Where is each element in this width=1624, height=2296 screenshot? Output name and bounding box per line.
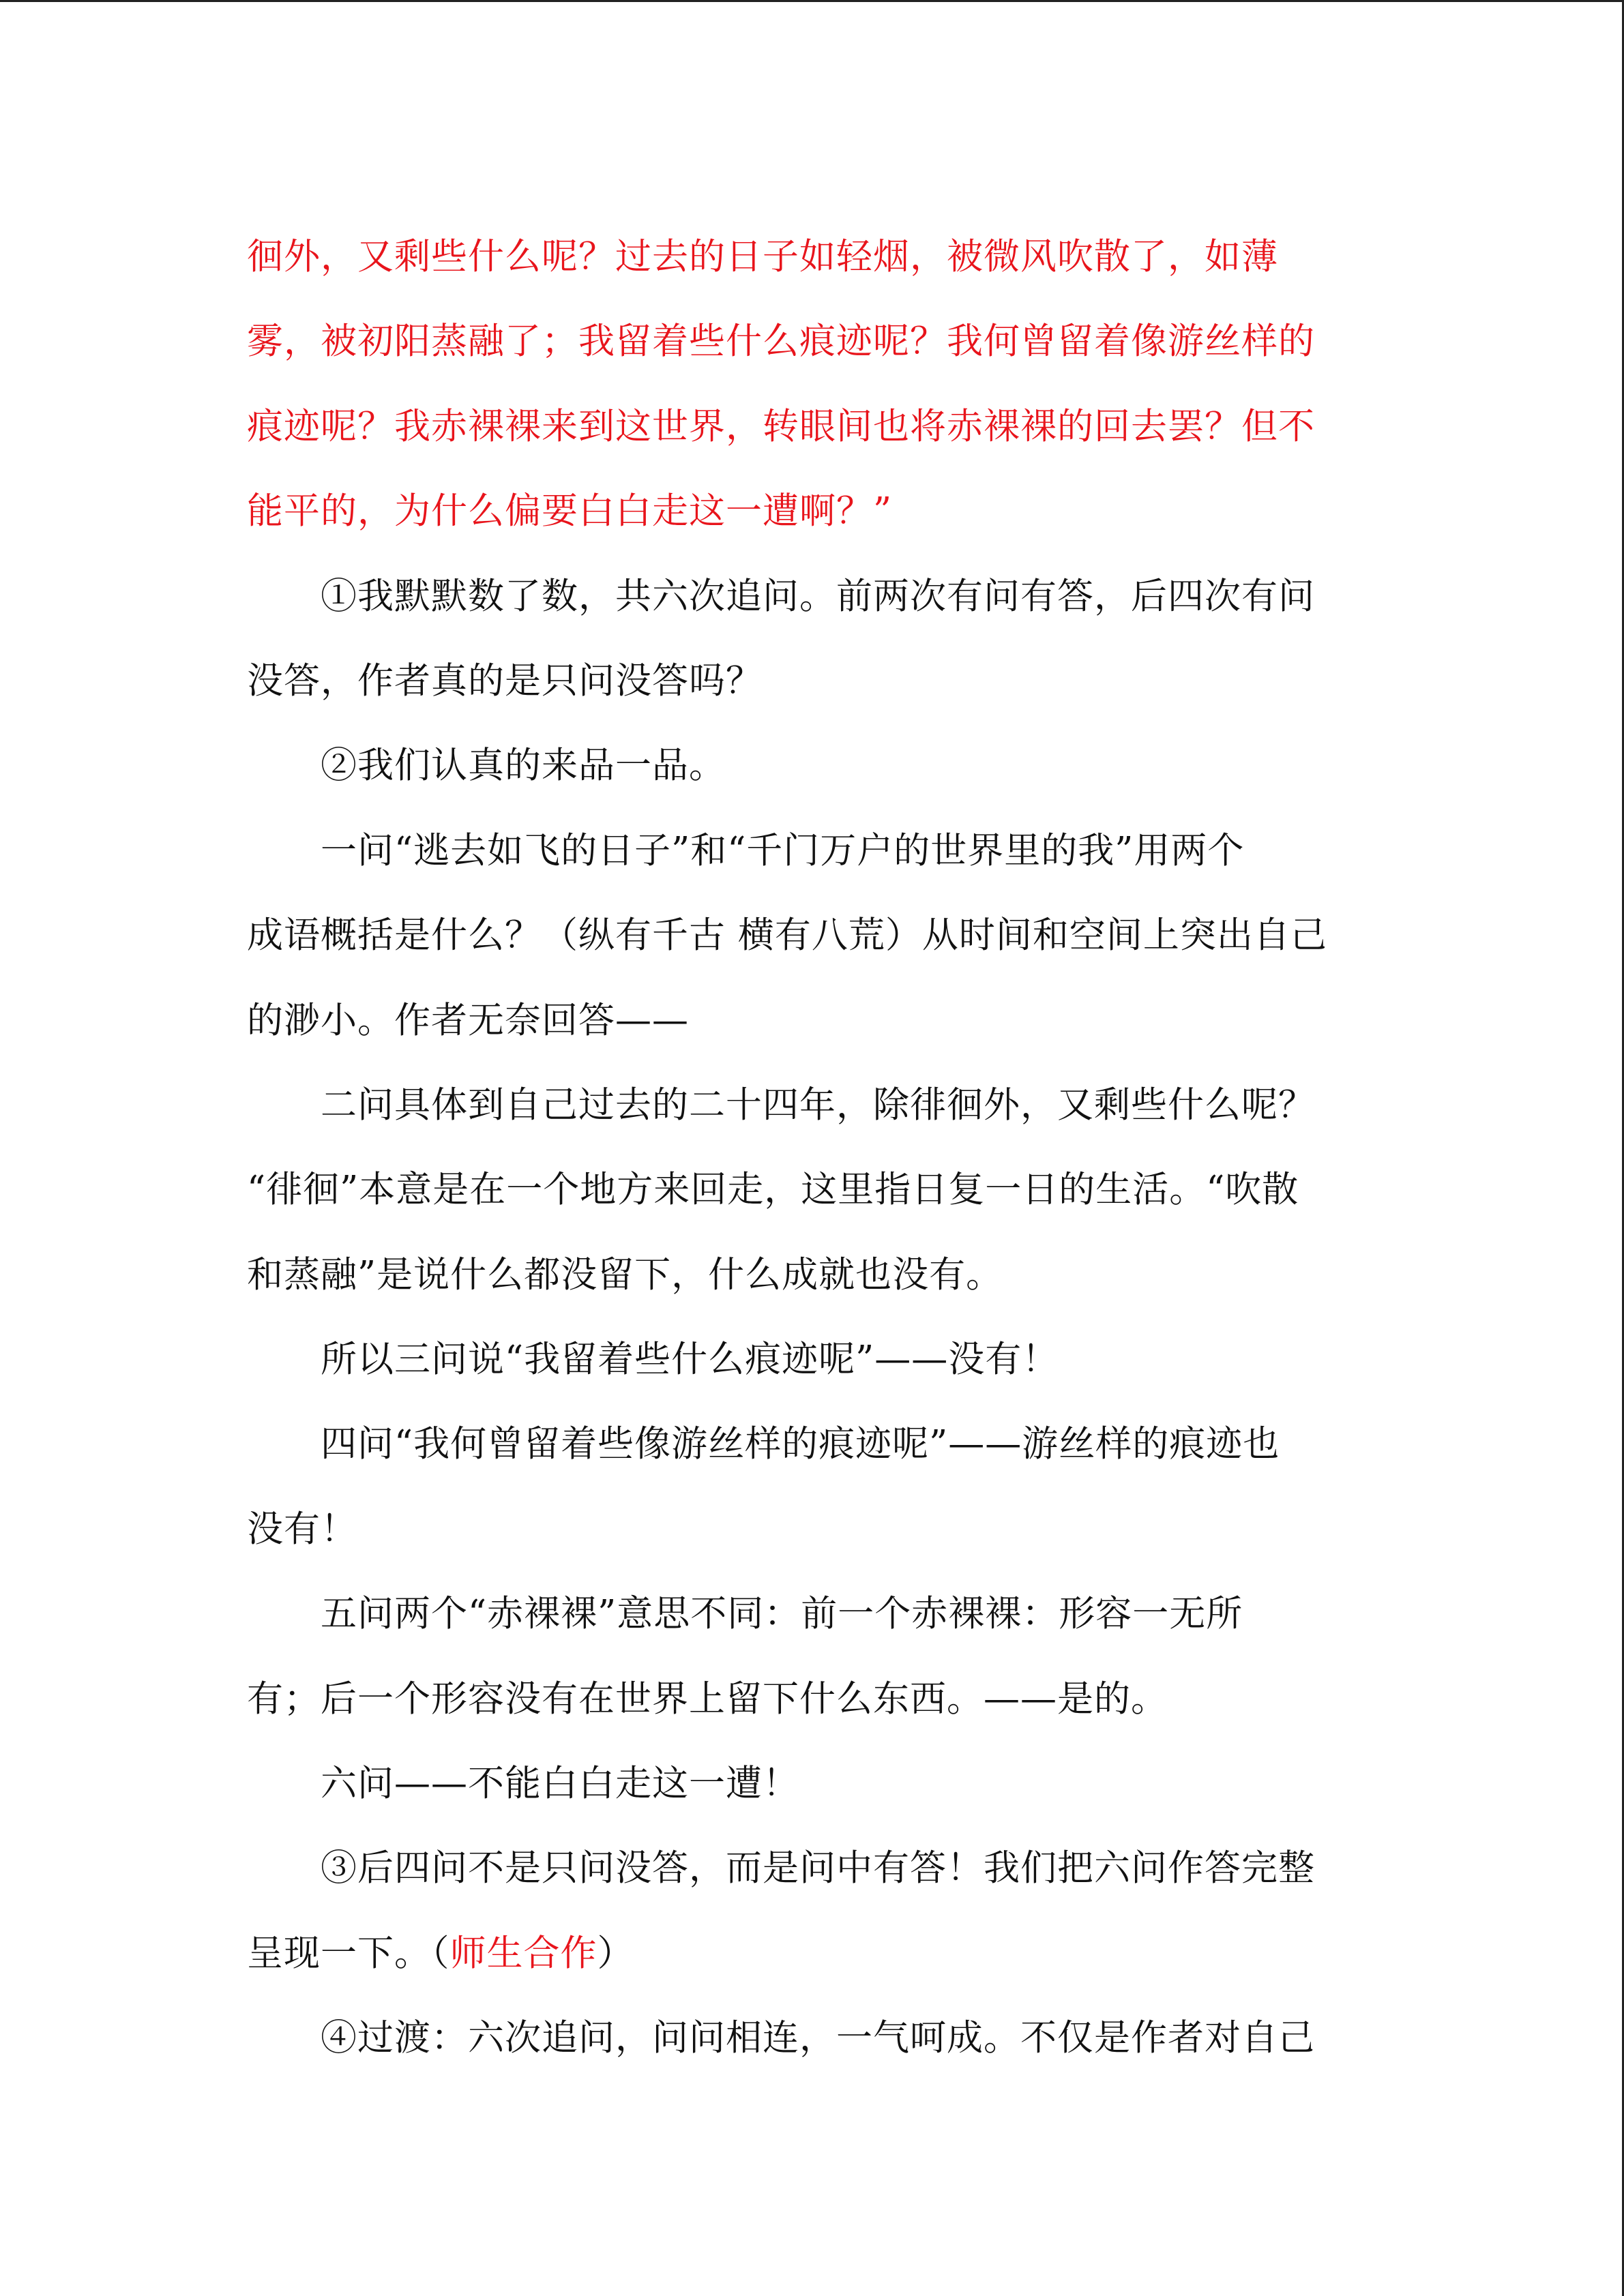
- paragraph-line: 和蒸融”是说什么都没留下，什么成就也没有。: [247, 1253, 1003, 1296]
- paragraph-line: 所以三问说“我留着些什么痕迹呢”——没有！: [321, 1339, 1059, 1381]
- paragraph-line: ②我们认真的来品一品。: [321, 745, 726, 787]
- paragraph-line: 四问“我何曾留着些像游丝样的痕迹呢”——游丝样的痕迹也: [321, 1423, 1280, 1465]
- paragraph-line: 六问——不能白白走这一遭！: [321, 1763, 799, 1805]
- paragraph-line: 有；后一个形容没有在世界上留下什么东西。——是的。: [247, 1678, 1168, 1720]
- quote-line: 能平的，为什么偏要白白走这一遭啊？”: [247, 490, 893, 533]
- paragraph-line: ④过渡：六次追问，问问相连，一气呵成。不仅是作者对自己: [321, 2017, 1315, 2059]
- paragraph-line: 一问“逃去如飞的日子”和“千门万户的世界里的我”用两个: [321, 829, 1245, 871]
- paragraph-line: ③后四问不是只问没答，而是问中有答！我们把六问作答完整: [321, 1847, 1315, 1890]
- paragraph-line: ①我默默数了数，共六次追问。前两次有问有答，后四次有问: [321, 575, 1315, 617]
- quote-line: 徊外，又剩些什么呢？过去的日子如轻烟，被微风吹散了，如薄: [247, 236, 1278, 278]
- line-text: 呈现一下。（: [247, 1932, 450, 1974]
- line-text-end: ）: [597, 1932, 634, 1974]
- paragraph-line: 没答，作者真的是只问没答吗？: [247, 659, 763, 702]
- quote-line: 雾，被初阳蒸融了；我留着些什么痕迹呢？我何曾留着像游丝样的: [247, 320, 1315, 363]
- paragraph-line: 成语概括是什么？（纵有千古 横有八荒）从时间和空间上突出自己: [247, 914, 1327, 957]
- paragraph-line-mixed: [247, 1911, 1379, 1996]
- paragraph-line: “徘徊”本意是在一个地方来回走，这里指日复一日的生活。“吹散: [247, 1169, 1299, 1211]
- paragraph-line: 没有！: [247, 1508, 357, 1550]
- quote-line: 痕迹呢？我赤裸裸来到这世界，转眼间也将赤裸裸的回去罢？但不: [247, 405, 1315, 447]
- paragraph-line: 二问具体到自己过去的二十四年，除徘徊外，又剩些什么呢？: [321, 1084, 1315, 1126]
- paragraph-line: 五问两个“赤裸裸”意思不同：前一个赤裸裸：形容一无所: [321, 1593, 1243, 1635]
- paragraph-line: 的渺小。作者无奈回答——: [247, 999, 689, 1041]
- document-body: [247, 215, 1379, 2081]
- teacher-student-note: 师生合作: [449, 1932, 597, 1974]
